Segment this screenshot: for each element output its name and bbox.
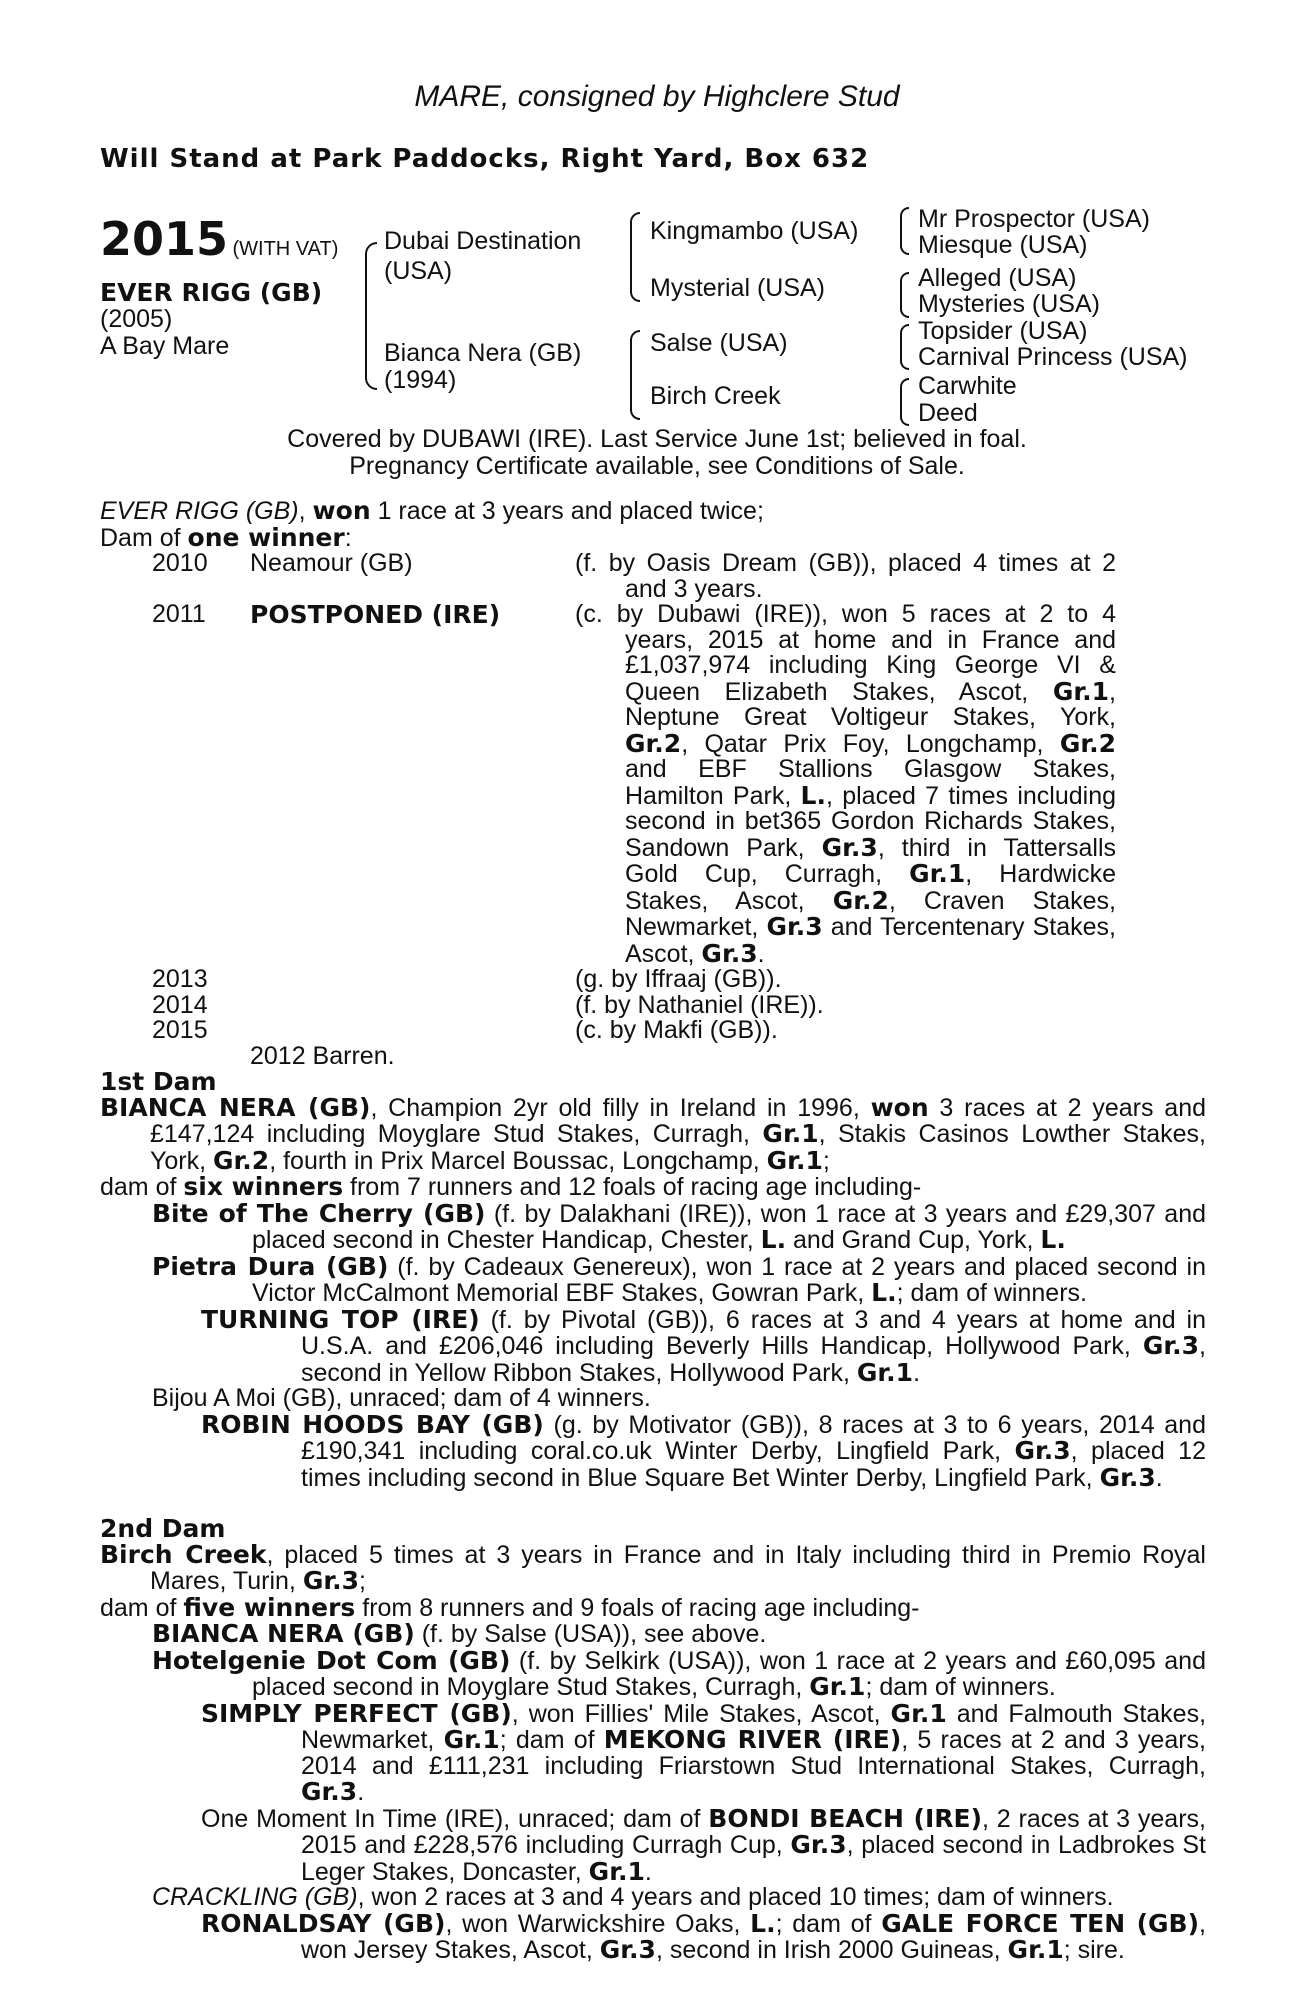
sire-sire: Kingmambo (USA)	[650, 217, 859, 245]
sire-name: Dubai Destination	[384, 227, 582, 255]
brace-sd-g	[900, 272, 909, 296]
brace-ss-g	[900, 207, 909, 233]
ped-sss: Mr Prospector (USA)	[918, 205, 1150, 233]
brace-ss-g2	[900, 231, 909, 255]
dam-of-line: Dam of one winner:	[100, 522, 352, 552]
brace-dd	[630, 374, 640, 420]
mare-name: EVER RIGG (GB)	[100, 278, 323, 307]
first-dam-progeny: Bijou A Moi (GB), unraced; dam of 4 winners.	[152, 1384, 651, 1412]
first-dam-record: BIANCA NERA (GB), Champion 2yr old filly in Ireland in 1996, won 3 races at 2 years and £147,124 including Moyglare Stud Stakes, Curragh, Gr.1, Stakis Casinos Lowther Stakes, York, Gr.2, fourth in Prix Marcel Boussac, Longchamp, Gr.1;	[100, 1092, 1207, 1175]
second-dam-grandprogeny: RONALDSAY (GB), won Warwickshire Oaks, L.; dam of GALE FORCE TEN (GB), won Jersey Stakes, Ascot, Gr.3, second in Irish 2000 Guineas, Gr.1; sire.	[201, 1908, 1206, 1964]
ped-dds: Carwhite	[918, 372, 1017, 400]
ped-sds: Alleged (USA)	[918, 264, 1077, 292]
mare-foaled: (2005)	[100, 305, 173, 333]
brace-sd	[630, 256, 640, 302]
second-dam-progeny: Hotelgenie Dot Com (GB) (f. by Selkirk (USA)), won 1 race at 2 years and £60,095 and placed second in Moyglare Stud Stakes, Curragh, Gr.1; dam of winners.	[152, 1645, 1206, 1701]
progeny-row: 2013 (g. by Iffraaj (GB)).	[152, 965, 782, 993]
sire-dam: Mysterial (USA)	[650, 274, 826, 302]
dam-year: (1994)	[384, 366, 457, 394]
ped-dss: Topsider (USA)	[918, 317, 1088, 345]
location-line: Will Stand at Park Paddocks, Right Yard, Box 632	[100, 144, 870, 174]
first-dam-progeny: Bite of The Cherry (GB) (f. by Dalakhani (IRE)), won 1 race at 3 years and £29,307 and placed second in Chester Handicap, Chester, L. and Grand Cup, York, L.	[152, 1198, 1206, 1254]
progeny-row: 2015 (c. by Makfi (GB)).	[152, 1016, 778, 1044]
brace-ss	[630, 212, 640, 258]
ped-ssd: Miesque (USA)	[918, 231, 1088, 259]
progeny-row: 2010 Neamour (GB) (f. by Oasis Dream (GB)), placed 4 times at 2 and 3 years.	[152, 549, 1116, 603]
race-record: EVER RIGG (GB), won 1 race at 3 years and placed twice;	[100, 496, 764, 525]
vat-note: (WITH VAT)	[232, 238, 339, 260]
ped-ddd: Deed	[918, 399, 978, 427]
second-dam-produce: dam of five winners from 8 runners and 9 foals of racing age including-	[100, 1592, 920, 1622]
progeny-row: 2011 POSTPONED (IRE) (c. by Dubawi (IRE)), won 5 races at 2 to 4 years, 2015 at home and in France and £1,037,974 including King George VI & Queen Elizabeth Stakes, Ascot, Gr.1, Neptune Great Voltigeur Stakes, York, Gr.2, Qatar Prix Foy, Longchamp, Gr.2 and EBF Stallions Glasgow Stakes, Hamilton Park, L., placed 7 times including second in bet365 Gordon Richards Stakes, Sandown Park, Gr.3, third in Tattersalls Gold Cup, Curragh, Gr.1, Hardwicke Stakes, Ascot, Gr.2, Craven Stakes, Newmarket, Gr.3 and Tercentenary Stakes, Ascot, Gr.3.	[152, 600, 1116, 968]
page-title: MARE, consigned by Highclere Stud	[414, 80, 900, 113]
ped-dsd: Carnival Princess (USA)	[918, 343, 1188, 371]
catalogue-body	[100, 498, 1206, 1964]
first-dam-grandprogeny: ROBIN HOODS BAY (GB) (g. by Motivator (GB)), 8 races at 3 to 6 years, 2014 and £190,341 including coral.co.uk Winter Derby, Lingfield Park, Gr.3, placed 12 times including second in Blue Square Bet Winter Derby, Lingfield Park, Gr.3.	[201, 1409, 1206, 1492]
first-dam-produce: dam of six winners from 7 runners and 12 foals of racing age including-	[100, 1172, 922, 1201]
brace-sire	[365, 242, 377, 339]
dam-name: Bianca Nera (GB)	[384, 339, 582, 367]
mare-description: A Bay Mare	[100, 332, 230, 360]
brace-dd-g	[900, 378, 909, 402]
brace-ds-g	[900, 324, 909, 348]
dam-sire: Salse (USA)	[650, 329, 788, 357]
first-dam-progeny: Pietra Dura (GB) (f. by Cadeaux Genereux), won 1 race at 2 years and placed second in Victor McCalmont Memorial EBF Stakes, Gowran Park, L.; dam of winners.	[152, 1251, 1206, 1307]
barren-note: 2012 Barren.	[250, 1041, 395, 1070]
sire-country: (USA)	[384, 257, 453, 285]
brace-ds-g2	[900, 346, 909, 370]
dam-dam: Birch Creek	[650, 382, 781, 410]
second-dam-grandprogeny: One Moment In Time (IRE), unraced; dam of BONDI BEACH (IRE), 2 races at 3 years, 2015 and £228,576 including Curragh Cup, Gr.3, placed second in Ladbrokes St Leger Stakes, Doncaster, Gr.1.	[201, 1803, 1206, 1886]
lot-year: 2015	[100, 212, 229, 266]
brace-dam	[365, 338, 377, 390]
second-dam-record: Birch Creek, placed 5 times at 3 years in France and in Italy including third in Premio Royal Mares, Turin, Gr.3;	[100, 1539, 1206, 1595]
first-dam-grandprogeny: TURNING TOP (IRE) (f. by Pivotal (GB)), 6 races at 3 and 4 years at home and in U.S.A. and £206,046 including Beverly Hills Handicap, Hollywood Park, Gr.3, second in Yellow Ribbon Stakes, Hollywood Park, Gr.1.	[201, 1304, 1206, 1387]
covering-line-1: Covered by DUBAWI (IRE). Last Service June 1st; believed in foal.	[287, 425, 1027, 453]
brace-sd-g2	[900, 294, 909, 318]
second-dam-grandprogeny: SIMPLY PERFECT (GB), won Fillies' Mile Stakes, Ascot, Gr.1 and Falmouth Stakes, Newmarket, Gr.1; dam of MEKONG RIVER (IRE), 5 races at 2 and 3 years, 2014 and £111,231 including Friarstown Stud International Stakes, Curragh, Gr.3.	[201, 1698, 1207, 1806]
brace-ds	[630, 330, 640, 376]
second-dam-progeny: CRACKLING (GB), won 2 races at 3 and 4 years and placed 10 times; dam of winners.	[152, 1883, 1114, 1911]
first-dam-heading: 1st Dam	[100, 1067, 217, 1096]
ped-sdd: Mysteries (USA)	[918, 290, 1100, 318]
lot-year-block	[100, 212, 338, 266]
progeny-row: 2014 (f. by Nathaniel (IRE)).	[152, 990, 824, 1019]
second-dam-progeny: BIANCA NERA (GB) (f. by Salse (USA)), see above.	[152, 1619, 767, 1648]
covering-line-2: Pregnancy Certificate available, see Conditions of Sale.	[349, 452, 965, 480]
second-dam-heading: 2nd Dam	[100, 1514, 226, 1543]
brace-dd-g2	[900, 400, 909, 426]
